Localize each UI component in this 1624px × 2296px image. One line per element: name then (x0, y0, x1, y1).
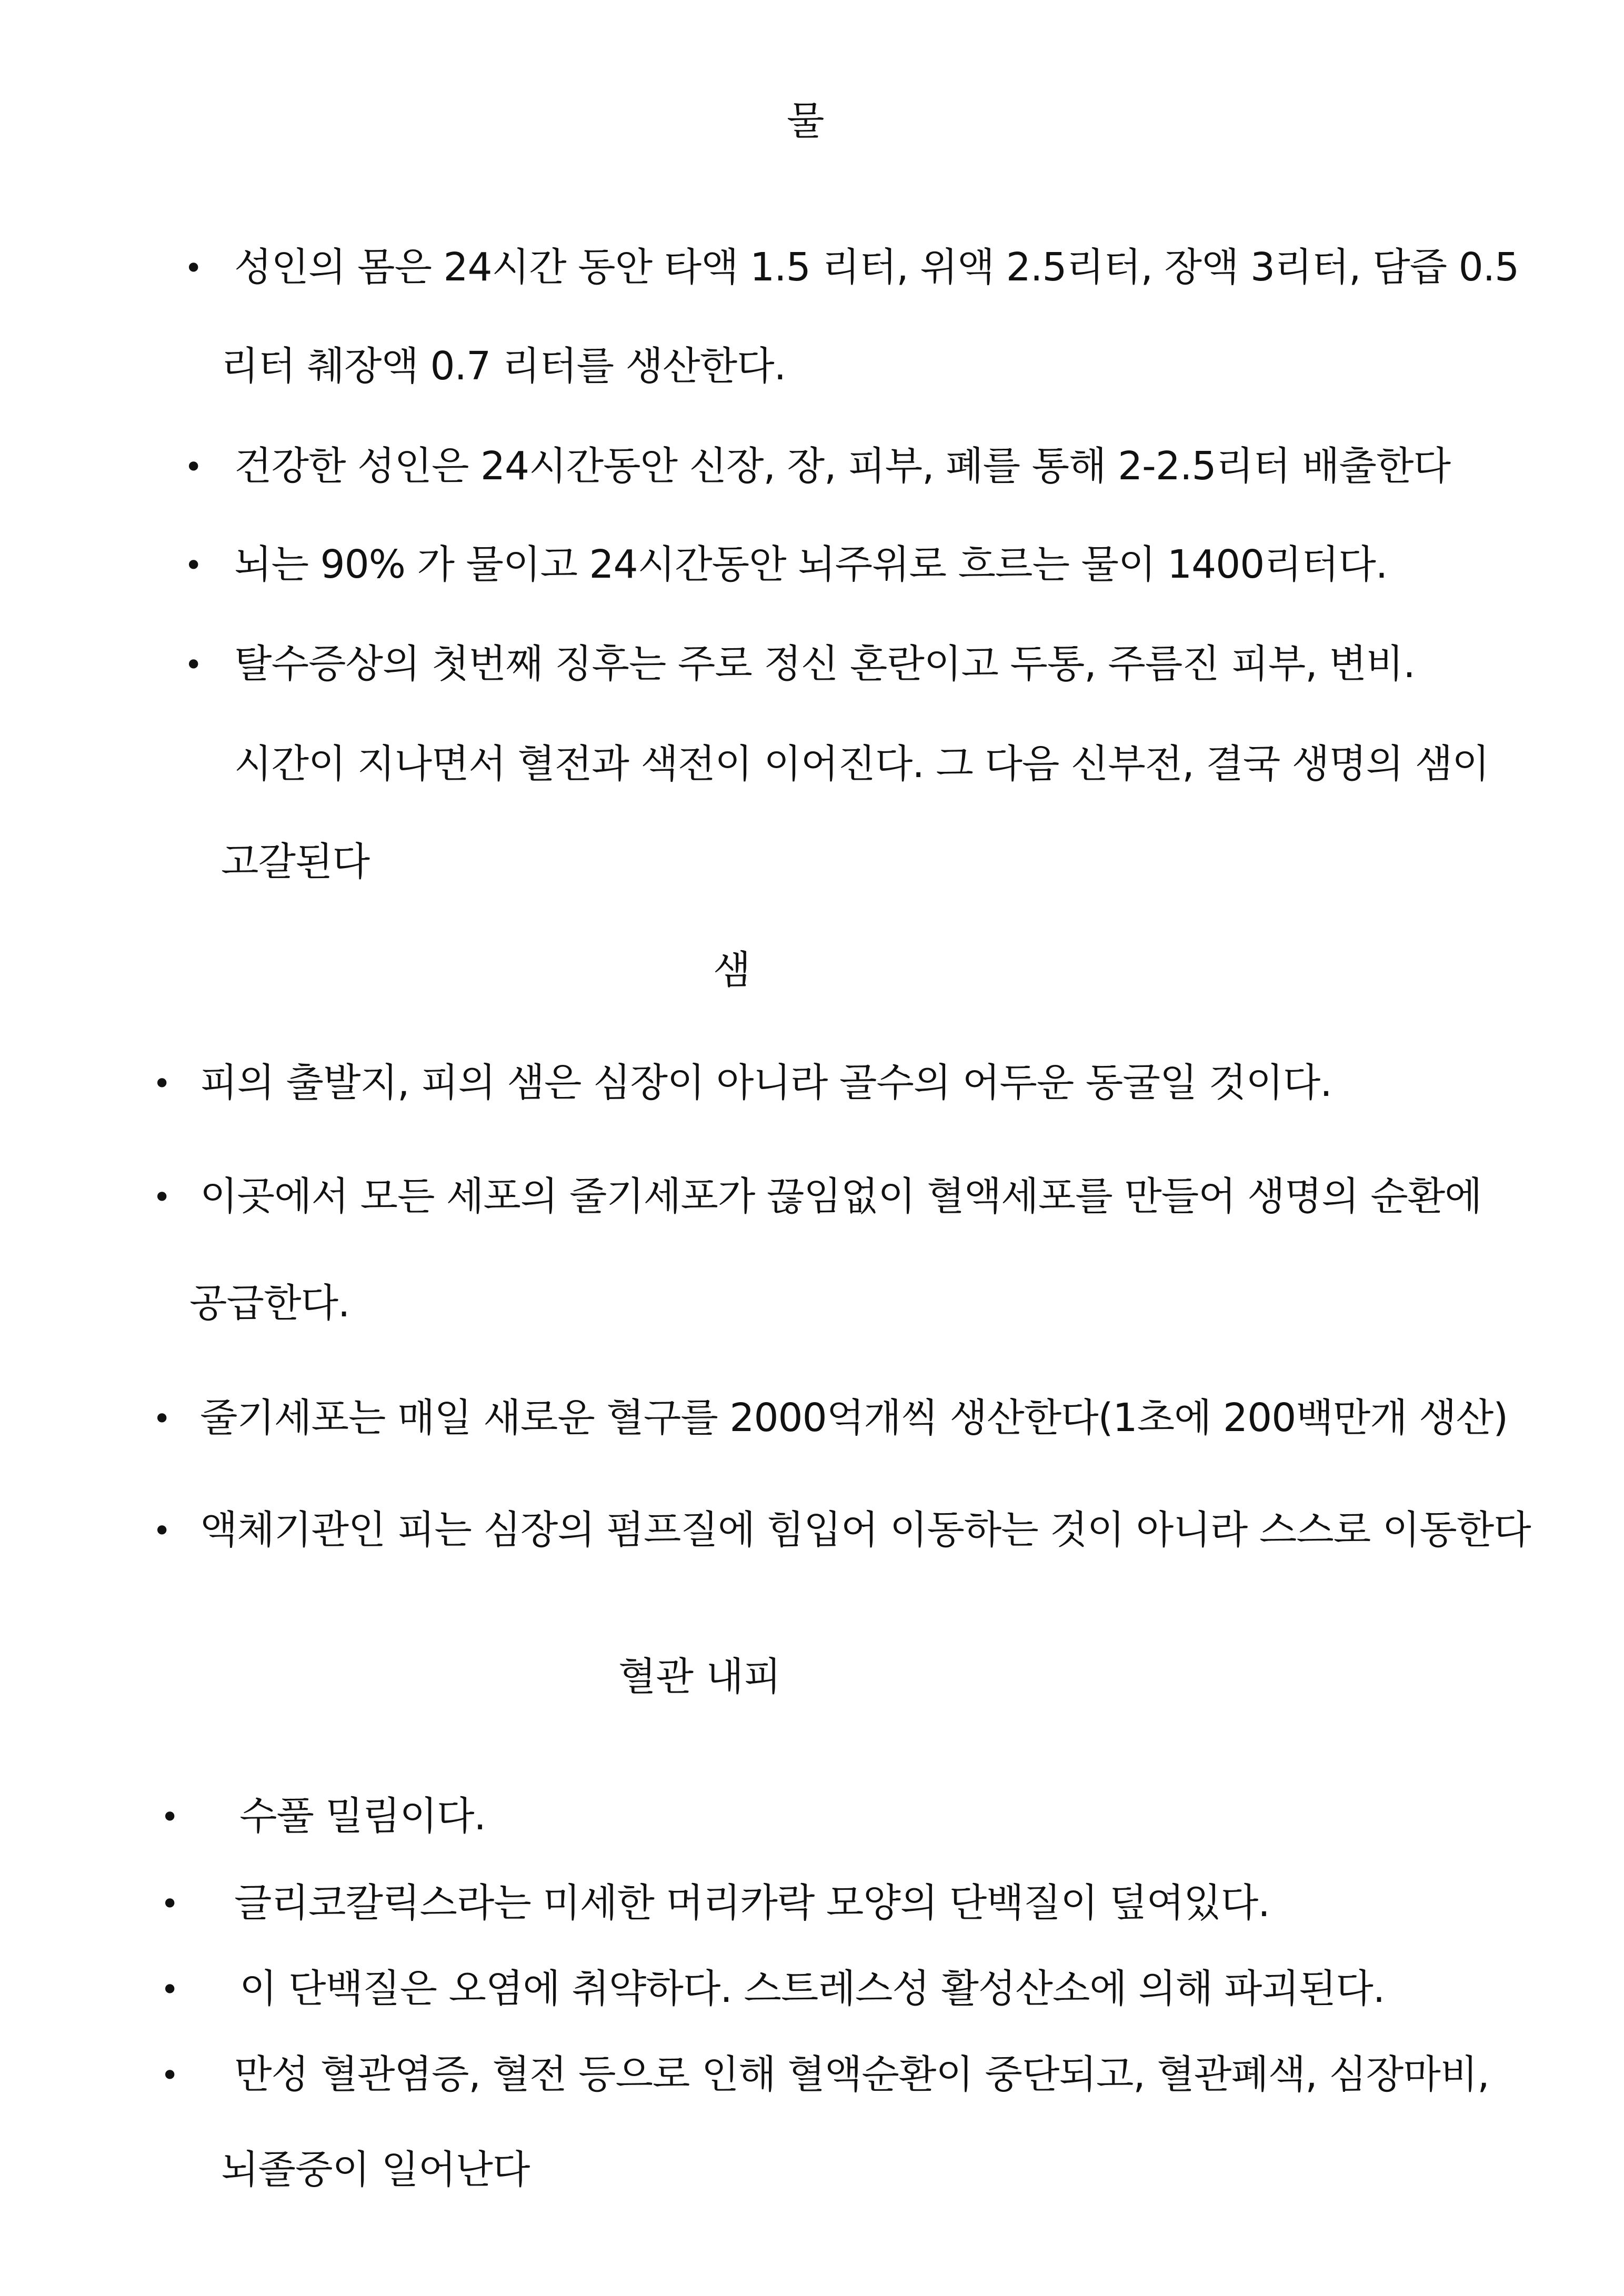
bullet: • (161, 2057, 179, 2094)
bullet: • (161, 1886, 179, 1922)
list-item-line: 고갈된다 (221, 839, 369, 884)
list-item-line: 줄기세포는 매일 새로운 혈구를 2000억개씩 생산한다(1초에 200백만개 생산) (200, 1395, 1508, 1441)
list-item-line: 건강한 성인은 24시간동안 신장, 장, 피부, 폐를 통해 2-2.5리터 배출한다 (234, 444, 1450, 489)
list-item-line: 뇌졸중이 일어난다 (221, 2147, 530, 2192)
list-item-line: 탈수증상의 첫번째 징후는 주로 정신 혼란이고 두통, 주름진 피부, 변비. (234, 641, 1415, 687)
list-item-line: 이곳에서 모든 세포의 줄기세포가 끊임없이 혈액세포를 만들어 생명의 순환에 (200, 1174, 1482, 1219)
section-title-water: 물 (787, 98, 825, 144)
bullet: • (161, 1799, 179, 1836)
list-item-line: 수풀 밀림이다. (239, 1794, 486, 1839)
bullet: • (184, 250, 203, 287)
list-item-line: 액체기관인 피는 심장의 펌프질에 힘입어 이동하는 것이 아니라 스스로 이동한다 (200, 1507, 1531, 1553)
list-item-line: 글리코칼릭스라는 미세한 머리카락 모양의 단백질이 덮여있다. (234, 1880, 1270, 1926)
list-item-line: 시간이 지나면서 혈전과 색전이 이어진다. 그 다음 신부전, 결국 생명의 샘이 (234, 741, 1489, 787)
list-item-line: 성인의 몸은 24시간 동안 타액 1.5 리터, 위액 2.5리터, 장액 3리터, 담즙 0.5 (234, 245, 1519, 290)
list-item-line: 만성 혈관염증, 혈전 등으로 인해 혈액순환이 중단되고, 혈관폐색, 심장마비, (234, 2052, 1489, 2097)
bullet: • (161, 1971, 179, 2008)
bullet: • (153, 1513, 172, 1549)
section-title-spring: 샘 (713, 948, 751, 993)
bullet: • (153, 1179, 172, 1216)
list-item-line: 공급한다. (189, 1281, 350, 1326)
list-item-line: 뇌는 90% 가 물이고 24시간동안 뇌주위로 흐르는 물이 1400리터다. (234, 542, 1388, 587)
section-title-endothelium: 혈관 내피 (618, 1654, 781, 1699)
bullet: • (184, 547, 203, 584)
bullet: • (153, 1401, 172, 1437)
list-item-line: 이 단백질은 오염에 취약하다. 스트레스성 활성산소에 의해 파괴된다. (239, 1966, 1385, 2011)
bullet: • (184, 449, 203, 486)
bullet: • (184, 647, 203, 683)
list-item-line: 피의 출발지, 피의 샘은 심장이 아니라 골수의 어두운 동굴일 것이다. (200, 1060, 1332, 1105)
bullet: • (153, 1065, 172, 1102)
list-item-line: 리터 췌장액 0.7 리터를 생산한다. (221, 344, 786, 389)
